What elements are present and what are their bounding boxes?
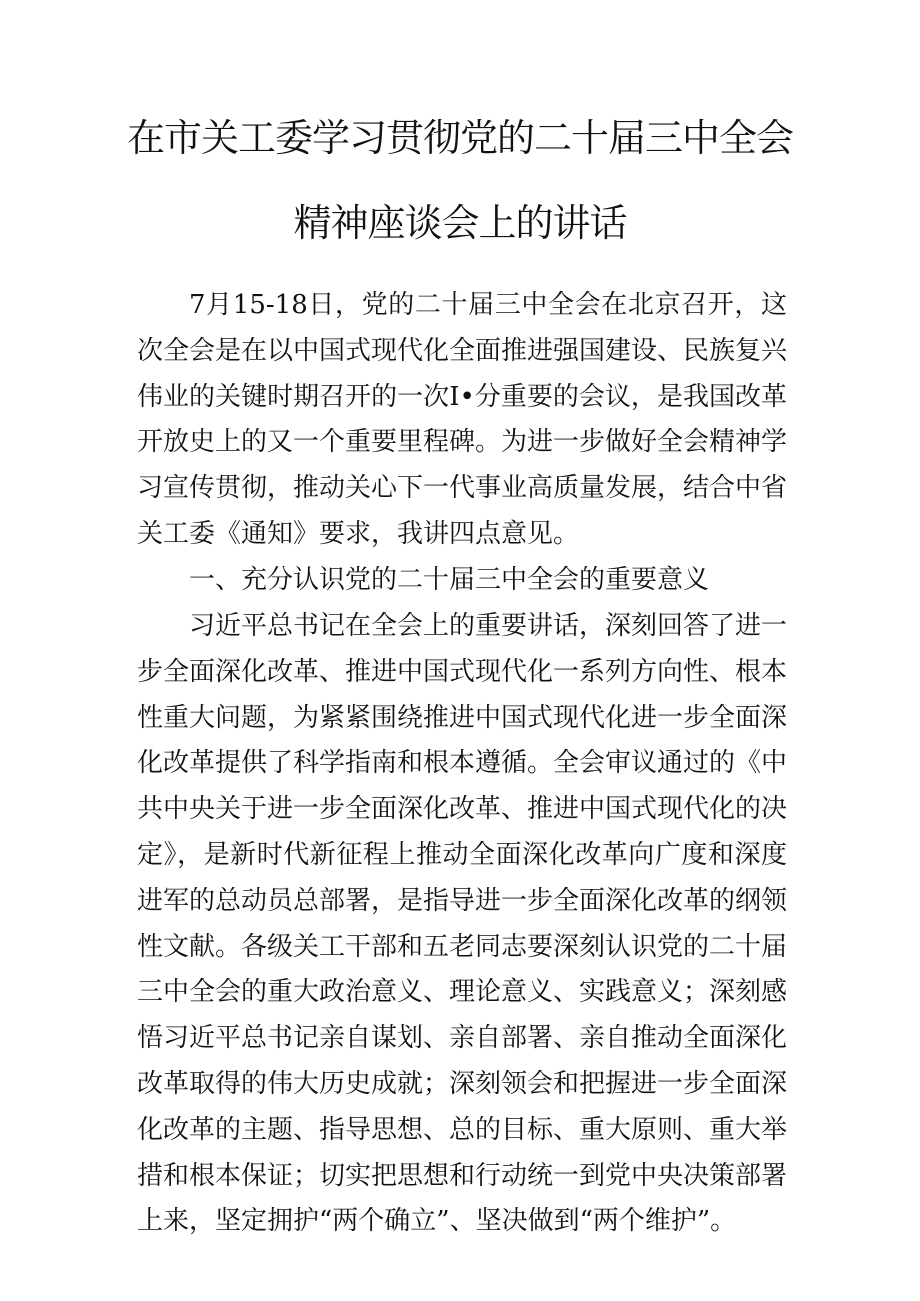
section-heading-1: 一、充分认识党的二十届三中全会的重要意义: [189, 565, 710, 595]
document-title-line-2: 精神座谈会上的讲话: [293, 201, 627, 245]
document-title-line-1: 在市关工委学习贯彻党的二十届三中全会: [126, 116, 793, 160]
paragraph-intro: 7月15-18日，党的二十届三中全会在北京召开，这次全会是在以中国式现代化全面推进强国建设、民族复兴伟业的关键时期召开的一次I•分重要的会议，是我国改革开放史上的又一个重要里程碑。为进一步做好全会精神学习宣传贯彻，推动关心下一代事业高质量发展，结合中省关工委《通知》要求，我讲四点意见。: [137, 290, 788, 549]
paragraph-section-1: 习近平总书记在全会上的重要讲话，深刻回答了进一步全面深化改革、推进中国式现代化一系列方向性、根本性重大问题，为紧紧围绕推进中国式现代化进一步全面深化改革提供了科学指南和根本遵循。全会审议通过的《中共中央关于进一步全面深化改革、推进中国式现代化的决定》，是新时代新征程上推动全面深化改革向广度和深度进军的总动员总部署，是指导进一步全面深化改革的纲领性文献。各级关工干部和五老同志要深刻认识党的二十届三中全会的重大政治意义、理论意义、实践意义；深刻感悟习近平总书记亲自谋划、亲自部署、亲自推动全面深化改革取得的伟大历史成就；深刻领会和把握进一步全面深化改革的主题、指导思想、总的目标、重大原则、重大举措和根本保证；切实把思想和行动统一到党中央决策部署上来，坚定拥护“两个确立”、坚决做到“两个维护”。: [137, 611, 788, 1237]
